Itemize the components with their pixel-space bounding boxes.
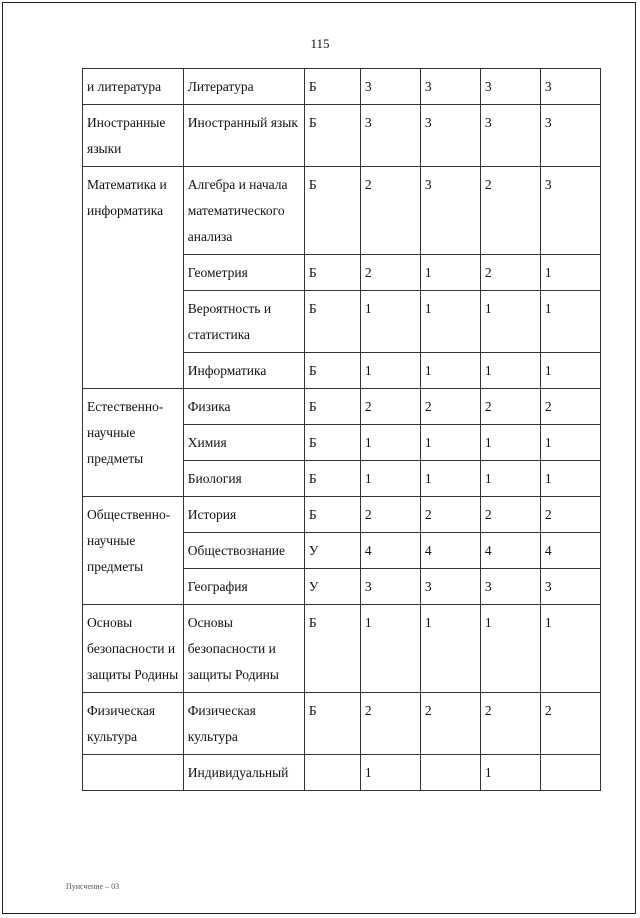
subject-cell: Биология <box>183 461 304 497</box>
hours-cell: 1 <box>540 291 600 353</box>
hours-cell: 2 <box>360 255 420 291</box>
level-cell: Б <box>304 69 360 105</box>
area-cell <box>83 755 184 791</box>
level-cell: Б <box>304 255 360 291</box>
level-cell: Б <box>304 461 360 497</box>
hours-cell: 1 <box>360 425 420 461</box>
subject-cell: Информатика <box>183 353 304 389</box>
curriculum-table <box>82 68 601 791</box>
level-cell: У <box>304 533 360 569</box>
subject-cell: Геометрия <box>183 255 304 291</box>
level-cell: Б <box>304 497 360 533</box>
level-cell: Б <box>304 105 360 167</box>
hours-cell: 4 <box>420 533 480 569</box>
hours-cell: 1 <box>540 353 600 389</box>
table-row <box>83 167 601 255</box>
hours-cell: 2 <box>540 693 600 755</box>
hours-cell: 3 <box>420 167 480 255</box>
subject-cell: Индивидуальный <box>183 755 304 791</box>
hours-cell: 1 <box>480 353 540 389</box>
table-row <box>83 389 601 425</box>
subject-cell: Вероятность и статистика <box>183 291 304 353</box>
hours-cell: 1 <box>360 605 420 693</box>
hours-cell: 2 <box>540 389 600 425</box>
subject-cell: Литература <box>183 69 304 105</box>
hours-cell: 1 <box>420 605 480 693</box>
hours-cell: 1 <box>480 425 540 461</box>
hours-cell: 3 <box>540 69 600 105</box>
area-cell: Физическая культура <box>83 693 184 755</box>
hours-cell: 1 <box>480 291 540 353</box>
hours-cell: 1 <box>420 353 480 389</box>
hours-cell: 3 <box>360 69 420 105</box>
hours-cell: 4 <box>360 533 420 569</box>
subject-cell: Физика <box>183 389 304 425</box>
level-cell: Б <box>304 291 360 353</box>
hours-cell: 1 <box>480 755 540 791</box>
level-cell: Б <box>304 353 360 389</box>
hours-cell: 1 <box>360 755 420 791</box>
hours-cell: 3 <box>420 105 480 167</box>
hours-cell <box>540 755 600 791</box>
table-row <box>83 755 601 791</box>
hours-cell: 3 <box>540 167 600 255</box>
subject-cell: География <box>183 569 304 605</box>
hours-cell: 3 <box>540 105 600 167</box>
hours-cell: 2 <box>420 497 480 533</box>
hours-cell: 1 <box>480 461 540 497</box>
level-cell: Б <box>304 605 360 693</box>
hours-cell: 1 <box>540 255 600 291</box>
hours-cell: 3 <box>360 569 420 605</box>
page-footer: Пуисчение – 03 <box>66 882 120 891</box>
hours-cell: 1 <box>420 291 480 353</box>
level-cell <box>304 755 360 791</box>
hours-cell: 1 <box>360 461 420 497</box>
area-cell: Иностранные языки <box>83 105 184 167</box>
level-cell: Б <box>304 389 360 425</box>
area-cell: Общественно-научные предметы <box>83 497 184 605</box>
hours-cell: 2 <box>480 389 540 425</box>
level-cell: Б <box>304 425 360 461</box>
hours-cell: 1 <box>420 461 480 497</box>
hours-cell: 2 <box>360 497 420 533</box>
table-row <box>83 605 601 693</box>
subject-cell: Основы безопасности и защиты Родины <box>183 605 304 693</box>
hours-cell: 1 <box>420 425 480 461</box>
hours-cell: 1 <box>360 353 420 389</box>
hours-cell: 1 <box>540 605 600 693</box>
page-number: 115 <box>310 36 330 51</box>
table-row <box>83 497 601 533</box>
hours-cell: 1 <box>480 605 540 693</box>
hours-cell: 2 <box>360 389 420 425</box>
table-row <box>83 105 601 167</box>
hours-cell: 3 <box>480 69 540 105</box>
hours-cell: 2 <box>480 497 540 533</box>
subject-cell: Физическая культура <box>183 693 304 755</box>
area-cell: Естественно-научные предметы <box>83 389 184 497</box>
level-cell: Б <box>304 693 360 755</box>
hours-cell: 1 <box>540 461 600 497</box>
hours-cell <box>420 755 480 791</box>
hours-cell: 3 <box>360 105 420 167</box>
hours-cell: 2 <box>360 693 420 755</box>
hours-cell: 3 <box>480 105 540 167</box>
level-cell: У <box>304 569 360 605</box>
hours-cell: 2 <box>540 497 600 533</box>
hours-cell: 2 <box>420 693 480 755</box>
hours-cell: 2 <box>480 255 540 291</box>
subject-cell: Химия <box>183 425 304 461</box>
table-row <box>83 69 601 105</box>
area-cell: и литература <box>83 69 184 105</box>
level-cell: Б <box>304 167 360 255</box>
hours-cell: 3 <box>420 569 480 605</box>
hours-cell: 3 <box>480 569 540 605</box>
hours-cell: 1 <box>420 255 480 291</box>
hours-cell: 2 <box>360 167 420 255</box>
hours-cell: 1 <box>540 425 600 461</box>
table-row <box>83 693 601 755</box>
hours-cell: 2 <box>480 167 540 255</box>
subject-cell: История <box>183 497 304 533</box>
hours-cell: 2 <box>480 693 540 755</box>
hours-cell: 1 <box>360 291 420 353</box>
area-cell: Математика и информатика <box>83 167 184 389</box>
subject-cell: Обществознание <box>183 533 304 569</box>
subject-cell: Иностранный язык <box>183 105 304 167</box>
area-cell: Основы безопасности и защиты Родины <box>83 605 184 693</box>
hours-cell: 4 <box>480 533 540 569</box>
hours-cell: 3 <box>420 69 480 105</box>
hours-cell: 2 <box>420 389 480 425</box>
hours-cell: 3 <box>540 569 600 605</box>
subject-cell: Алгебра и начала математического анализа <box>183 167 304 255</box>
hours-cell: 4 <box>540 533 600 569</box>
